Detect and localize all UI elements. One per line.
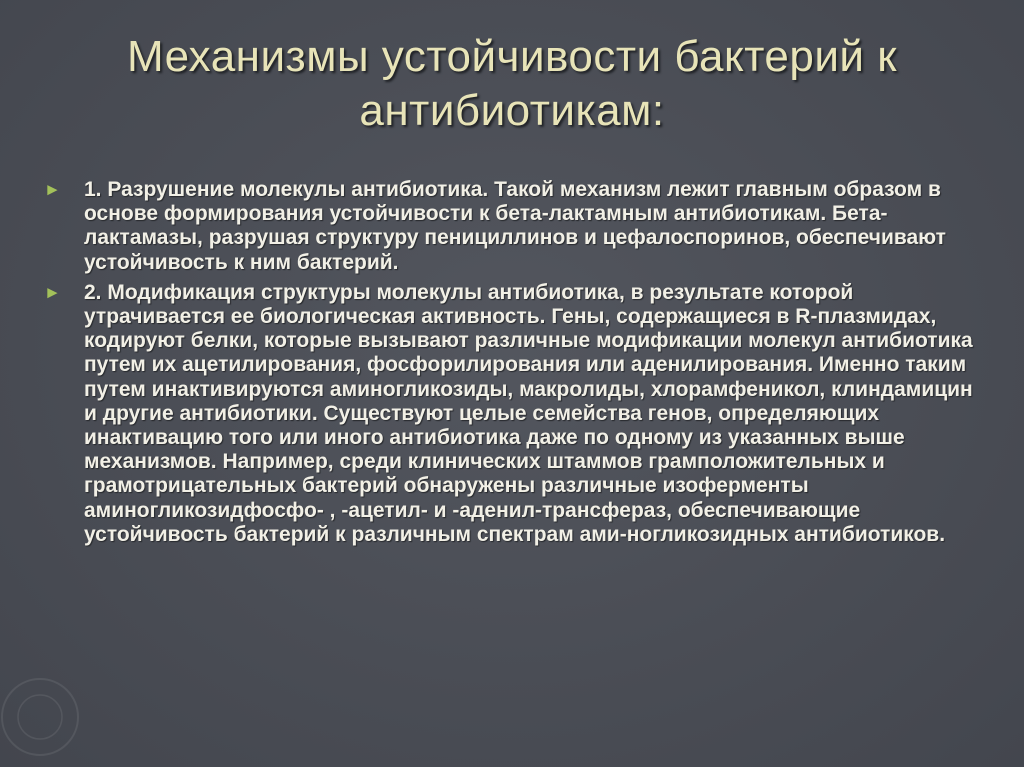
arrow-bullet-icon: ► — [44, 282, 61, 302]
bullet-list — [42, 178, 987, 553]
arrow-bullet-icon: ► — [44, 180, 61, 199]
list-item-text: 2. Модификация структуры молекулы антибиотика, в результате которой утрачивается ее биологическая активность. Гены, содержащиеся в R-плазмидах, кодируют белки, которые вызывают различные модификации молекул антибиотика путем их ацетилирования, фосфорилирования или аденилирования. Именно таким путем инактивируются аминогликозиды, макролиды, хлорамфеникол, клиндамицин и другие антибиотики. Существуют целые семейства генов, определяющих инактивацию того или иного антибиотика даже по одному из указанных выше механизмов. Например, среди клинических штаммов грамположительных и грамотрицательных бактерий обнаружены различные изоферменты аминогликозидфосфо- , -ацетил- и -аденил-трансфераз, обеспечивающие устойчивость бактерий к различным спектрам ами-ногликозидных антибиотиков. — [84, 280, 973, 546]
slide-title: Механизмы устойчивости бактерий к антибиотикам: — [127, 32, 897, 135]
list-item-text: 1. Разрушение молекулы антибиотика. Такой механизм лежит главным образом в основе формирования устойчивости к бета-лактамным антибиотикам. Бета-лактамазы, разрушая структуру пенициллинов и цефалоспоринов, обеспечивают устойчивость к ним бактерий. — [84, 178, 946, 274]
list-item — [42, 281, 987, 547]
list-item — [42, 178, 987, 275]
background-decoration — [0, 567, 120, 767]
